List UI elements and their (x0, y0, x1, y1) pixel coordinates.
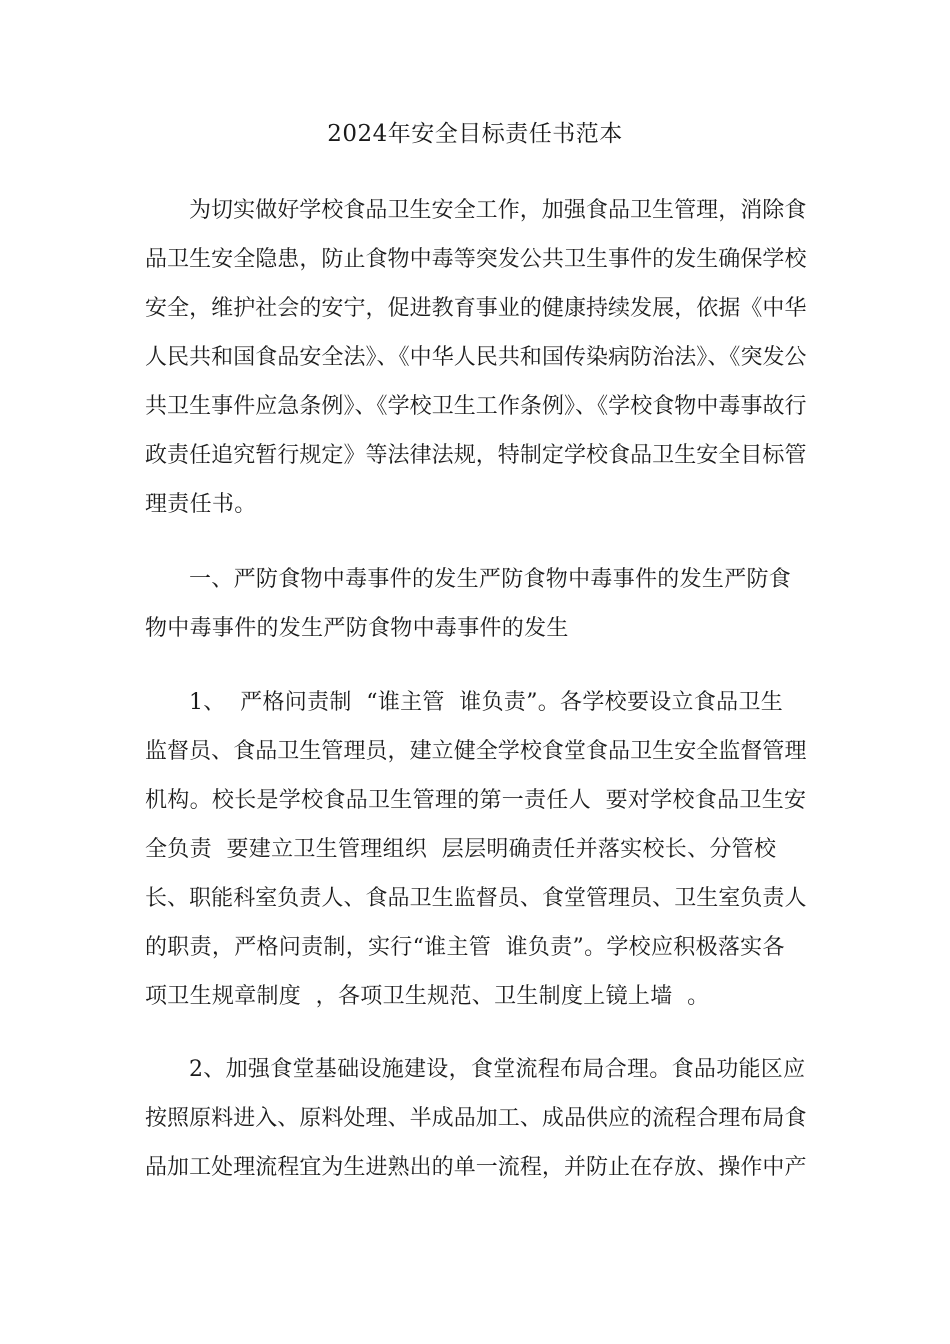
paragraph-line: 共卫生事件应急条例》、《学校卫生工作条例》、《学校食物中毒事故行 (145, 394, 807, 419)
paragraph-item-1 (145, 678, 810, 1021)
paragraph-line: 安全，维护社会的安宁，促进教育事业的健康持续发展，依据《中华 (145, 296, 807, 321)
paragraph-line: 按照原料进入、原料处理、半成品加工、成品供应的流程合理布局食 (145, 1106, 807, 1131)
paragraph-line: 机构。校长是学校食品卫生管理的第一责任人 要对学校食品卫生安 (145, 788, 807, 813)
paragraph-line: 2、加强食堂基础设施建设，食堂流程布局合理。食品功能区应 (189, 1057, 806, 1082)
paragraph-line: 全负责 要建立卫生管理组织 层层明确责任并落实校长、分管校 (145, 837, 777, 862)
paragraph-line: 品加工处理流程宜为生进熟出的单一流程，并防止在存放、操作中产 (145, 1155, 807, 1180)
paragraph-line: 监督员、食品卫生管理员，建立健全学校食堂食品卫生安全监督管理 (145, 739, 807, 764)
document-title: 2024年安全目标责任书范本 (327, 121, 623, 147)
paragraph-line: 1、 严格问责制 “谁主管 谁负责”。各学校要设立食品卫生 (189, 690, 784, 715)
paragraph-line: 的职责，严格问责制，实行“谁主管 谁负责”。学校应积极落实各 (145, 935, 785, 960)
paragraph-line: 人民共和国食品安全法》、《中华人民共和国传染病防治法》、《突发公 (145, 345, 807, 370)
paragraph-intro (145, 186, 810, 529)
paragraph-line: 一、严防食物中毒事件的发生严防食物中毒事件的发生严防食 (189, 567, 792, 592)
paragraph-line: 长、职能科室负责人、食品卫生监督员、食堂管理员、卫生室负责人 (145, 886, 807, 911)
paragraph-line: 物中毒事件的发生严防食物中毒事件的发生 (145, 616, 569, 641)
paragraph-line: 项卫生规章制度 ，各项卫生规范、卫生制度上镜上墙 。 (145, 984, 710, 1009)
paragraph-line: 理责任书。 (145, 492, 257, 517)
section-heading-1 (145, 555, 810, 653)
paragraph-line: 为切实做好学校食品卫生安全工作，加强食品卫生管理，消除食 (189, 198, 807, 223)
paragraph-item-2 (145, 1045, 810, 1192)
paragraph-line: 品卫生安全隐患，防止食物中毒等突发公共卫生事件的发生确保学校 (145, 247, 807, 272)
paragraph-line: 政责任追究暂行规定》等法律法规，特制定学校食品卫生安全目标管 (145, 443, 807, 468)
